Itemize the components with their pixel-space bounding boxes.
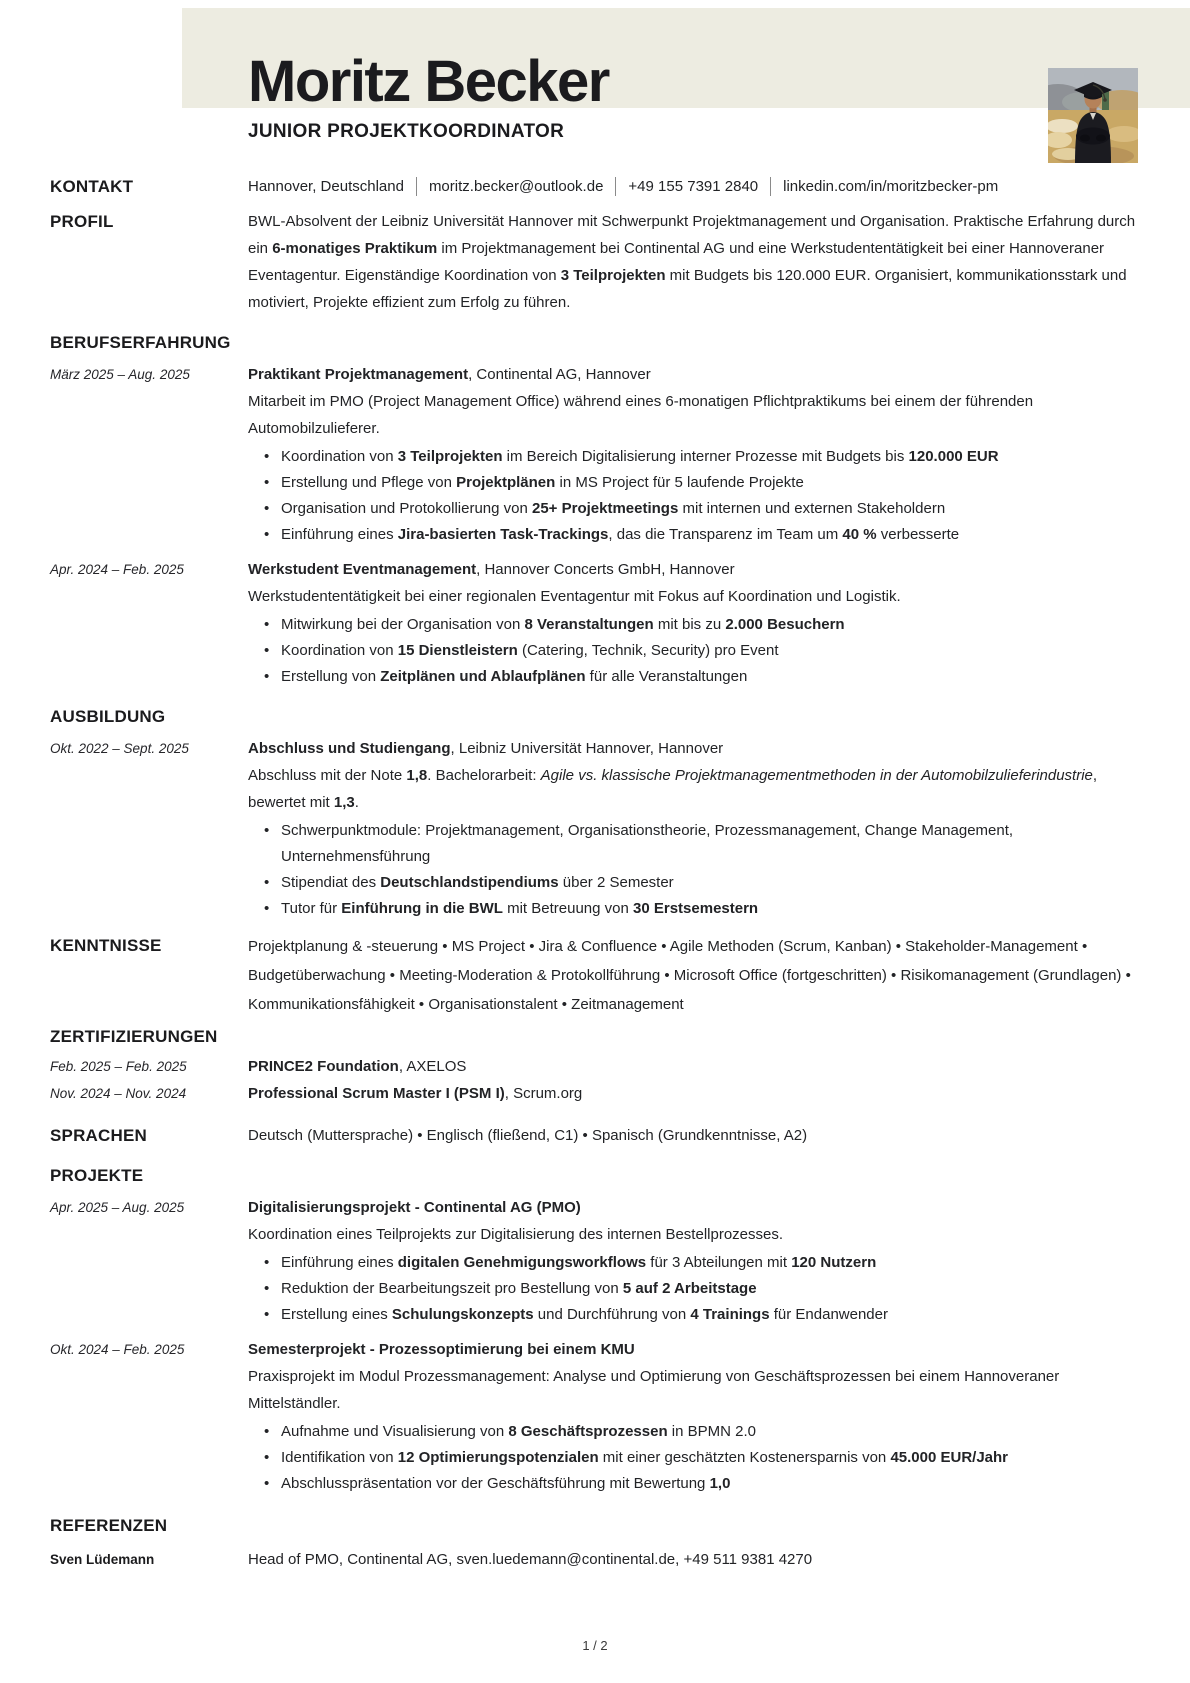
- section-label-berufserfahrung: BERUFSERFAHRUNG: [50, 333, 231, 352]
- bullet-item: • Reduktion der Bearbeitungszeit pro Bestellung von 5 auf 2 Arbeitstage: [248, 1276, 1148, 1302]
- reference-name: Sven Lüdemann: [50, 1552, 155, 1567]
- bullet-list: [248, 1419, 1148, 1497]
- experience-entry: [50, 556, 1148, 690]
- certification-entry: [50, 1080, 1148, 1107]
- bullet-item: • Organisation und Protokollierung von 25+ Projektmeetings mit internen und externen Stakeholdern: [248, 496, 1148, 522]
- bullet-item: • Koordination von 15 Dienstleistern (Catering, Technik, Security) pro Event: [248, 638, 1148, 664]
- bullet-list: [248, 444, 1148, 548]
- bullet-item: • Stipendiat des Deutschlandstipendiums über 2 Semester: [248, 870, 1148, 896]
- section-label-referenzen: REFERENZEN: [50, 1516, 168, 1535]
- entry-dates: Apr. 2024 – Feb. 2025: [50, 562, 184, 577]
- section-label-kontakt: KONTAKT: [50, 177, 134, 196]
- entry-title: Werkstudent Eventmanagement, Hannover Concerts GmbH, Hannover: [248, 561, 735, 578]
- languages-text: Deutsch (Muttersprache) • Englisch (fließend, C1) • Spanisch (Grundkenntnisse, A2): [248, 1127, 808, 1144]
- entry-dates: Okt. 2022 – Sept. 2025: [50, 741, 189, 756]
- bullet-list: [248, 612, 1148, 690]
- section-label-ausbildung: AUSBILDUNG: [50, 707, 166, 726]
- reference-details: Head of PMO, Continental AG, sven.luedemann@continental.de, +49 511 9381 4270: [248, 1551, 813, 1568]
- reference-entry: [50, 1546, 1148, 1573]
- entry-description: Mitarbeit im PMO (Project Management Office) während eines 6-monatigen Pflichtpraktikums bei einem der führenden Automobilzulieferer.: [248, 393, 1034, 437]
- bullet-item: • Tutor für Einführung in die BWL mit Betreuung von 30 Erstsemestern: [248, 896, 1148, 922]
- entry-title: Digitalisierungsprojekt - Continental AG (PMO): [248, 1199, 581, 1216]
- bullet-list: [248, 1250, 1148, 1328]
- resume-body: [50, 173, 1148, 1573]
- section-label-sprachen: SPRACHEN: [50, 1126, 148, 1145]
- section-kontakt: [50, 173, 1148, 200]
- bullet-item: • Abschlusspräsentation vor der Geschäftsführung mit Bewertung 1,0: [248, 1471, 1148, 1497]
- profile-text: BWL-Absolvent der Leibniz Universität Hannover mit Schwerpunkt Projektmanagement und Organisation. Praktische Erfahrung durch ein 6-monatiges Praktikum im Projektmanagement bei Continental AG und eine Werkstudententätigkeit bei einer Hannoveraner Eventagentur. Eigenständige Koordination von 3 Teilprojekten mit Budgets bis 120.000 EUR. Organisiert, kommunikationsstark und motiviert, Projekte effizient zum Erfolg zu führen.: [248, 213, 1136, 311]
- entry-description: Abschluss mit der Note 1,8. Bachelorarbeit: Agile vs. klassische Projektmanagementmethoden in der Automobilzulieferindustrie, bewertet mit 1,3.: [248, 767, 1098, 811]
- contact-separator: [615, 177, 616, 196]
- section-kenntnisse: [50, 932, 1148, 1019]
- contact-location: Hannover, Deutschland: [248, 178, 404, 195]
- contact-email: moritz.becker@outlook.de: [428, 178, 604, 195]
- section-label-kenntnisse: KENNTNISSE: [50, 936, 162, 955]
- entry-dates: Okt. 2024 – Feb. 2025: [50, 1342, 185, 1357]
- contact-phone: +49 155 7391 2840: [628, 178, 759, 195]
- contact-separator: [416, 177, 417, 196]
- entry-dates: Apr. 2025 – Aug. 2025: [50, 1200, 185, 1215]
- entry-description: Koordination eines Teilprojekts zur Digitalisierung des internen Bestellprozesses.: [248, 1226, 784, 1243]
- bullet-item: • Erstellung von Zeitplänen und Ablaufplänen für alle Veranstaltungen: [248, 664, 1148, 690]
- bullet-item: • Identifikation von 12 Optimierungspotenzialen mit einer geschätzten Kostenersparnis von 45.000 EUR/Jahr: [248, 1445, 1148, 1471]
- graduate-photo-illustration: [1048, 68, 1138, 163]
- contact-linkedin: linkedin.com/in/moritzbecker-pm: [783, 178, 999, 195]
- contact-line: [248, 173, 1148, 200]
- person-job-title: JUNIOR PROJEKTKOORDINATOR: [248, 121, 565, 142]
- education-entry: [50, 735, 1148, 922]
- certification-entry: [50, 1053, 1148, 1080]
- entry-dates: Nov. 2024 – Nov. 2024: [50, 1086, 187, 1101]
- certification-title: PRINCE2 Foundation, AXELOS: [248, 1058, 467, 1075]
- entry-description: Werkstudententätigkeit bei einer regionalen Eventagentur mit Fokus auf Koordination und Logistik.: [248, 588, 901, 605]
- section-label-zertifizierungen: ZERTIFIZIERUNGEN: [50, 1027, 218, 1046]
- experience-entry: [50, 361, 1148, 548]
- bullet-item: • Erstellung und Pflege von Projektplänen in MS Project für 5 laufende Projekte: [248, 470, 1148, 496]
- bullet-item: • Einführung eines Jira-basierten Task-Trackings, das die Transparenz im Team um 40 % verbesserte: [248, 522, 1148, 548]
- project-entry: [50, 1194, 1148, 1328]
- bullet-item: • Schwerpunktmodule: Projektmanagement, Organisationstheorie, Prozessmanagement, Change Management, Unternehmensführung: [248, 818, 1148, 870]
- skills-text: Projektplanung & -steuerung • MS Project • Jira & Confluence • Agile Methoden (Scrum, Kanban) • Stakeholder-Management • Budgetüberwachung • Meeting-Moderation & Protokollführung • Microsoft Office (fortgeschritten) • Risikomanagement (Grundlagen) • Kommunikationsfähigkeit • Organisationstalent • Zeitmanagement: [248, 938, 1131, 1013]
- entry-dates: März 2025 – Aug. 2025: [50, 367, 190, 382]
- profile-photo: [1048, 68, 1138, 163]
- header: [248, 49, 609, 143]
- certification-title: Professional Scrum Master I (PSM I), Scrum.org: [248, 1085, 583, 1102]
- bullet-item: • Aufnahme und Visualisierung von 8 Geschäftsprozessen in BPMN 2.0: [248, 1419, 1148, 1445]
- bullet-item: • Koordination von 3 Teilprojekten im Bereich Digitalisierung interner Prozesse mit Budgets bis 120.000 EUR: [248, 444, 1148, 470]
- section-profil: [50, 208, 1148, 316]
- section-label-projekte: PROJEKTE: [50, 1166, 144, 1185]
- section-label-profil: PROFIL: [50, 212, 114, 231]
- entry-title: Praktikant Projektmanagement, Continental AG, Hannover: [248, 366, 651, 383]
- entry-dates: Feb. 2025 – Feb. 2025: [50, 1059, 187, 1074]
- bullet-item: • Mitwirkung bei der Organisation von 8 Veranstaltungen mit bis zu 2.000 Besuchern: [248, 612, 1148, 638]
- entry-title: Semesterprojekt - Prozessoptimierung bei einem KMU: [248, 1341, 635, 1358]
- entry-title: Abschluss und Studiengang, Leibniz Universität Hannover, Hannover: [248, 740, 724, 757]
- bullet-list: [248, 818, 1148, 922]
- bullet-item: • Einführung eines digitalen Genehmigungsworkflows für 3 Abteilungen mit 120 Nutzern: [248, 1250, 1148, 1276]
- section-sprachen: [50, 1122, 1148, 1149]
- bullet-item: • Erstellung eines Schulungskonzepts und Durchführung von 4 Trainings für Endanwender: [248, 1302, 1148, 1328]
- project-entry: [50, 1336, 1148, 1497]
- person-name: Moritz Becker: [248, 49, 609, 114]
- contact-separator: [770, 177, 771, 196]
- entry-description: Praxisprojekt im Modul Prozessmanagement: Analyse und Optimierung von Geschäftsprozessen bei einem Hannoveraner Mittelständler.: [248, 1368, 1060, 1412]
- page-number: 1 / 2: [582, 1638, 608, 1653]
